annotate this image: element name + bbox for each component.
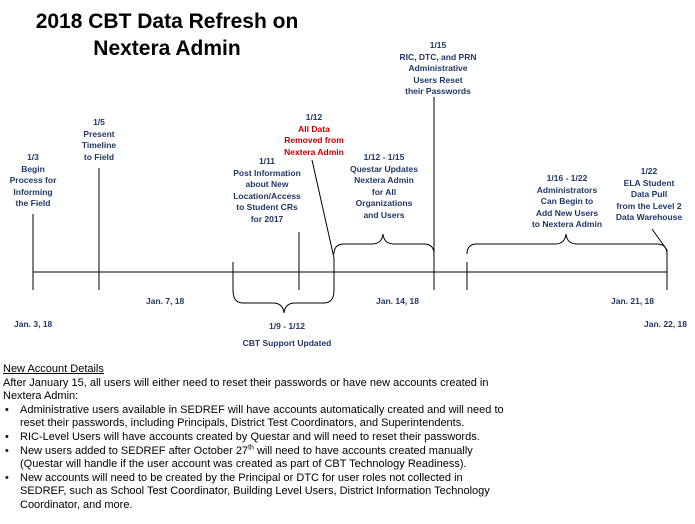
- brace-1-9-1-12: [233, 290, 334, 313]
- connector-1-22: [652, 229, 667, 290]
- new-account-details: [3, 363, 693, 513]
- event-1-15: 1/15 RIC, DTC, and PRN Administrative Users Reset their Passwords: [399, 40, 477, 96]
- event-1-12-1-15: 1/12 - 1/15 Questar Updates Nextera Admin for All Organizations and Users: [349, 152, 419, 220]
- event-1-16-1-22: 1/16 - 1/22 Administrators Can Begin to Add New Users to Nextera Admin: [531, 173, 603, 229]
- details-bullet-3: • New users added to SEDREF after October 27th will need to have accounts created manually (Questar will handle if the user account was created as part of CBT Technology Readiness).: [18, 445, 490, 472]
- details-list: [3, 404, 693, 513]
- tick-jan-3: Jan. 3, 18: [14, 319, 53, 329]
- tick-jan-14: Jan. 14, 18: [376, 296, 420, 306]
- tick-jan-22: Jan. 22, 18: [644, 319, 688, 329]
- event-1-11: 1/11 Post Information about New Location/Access to Student CRs for 2017: [233, 156, 301, 224]
- title-line-2: Nextera Admin: [93, 37, 241, 60]
- connector-1-12: [312, 160, 334, 290]
- details-bullet-4: • New accounts will need to be created by the Principal or DTC for user roles not collected in SEDREF, such as School Test Coordinator, Building Level Users, District Information Technology Coordinator, and more.: [18, 472, 500, 513]
- title-line-1: 2018 CBT Data Refresh on: [35, 10, 299, 33]
- details-intro: After January 15, all users will either need to reset their passwords or have new accounts created in Nextera Admin:: [3, 376, 489, 403]
- tick-jan-7: Jan. 7, 18: [146, 296, 185, 306]
- event-1-22: 1/22 ELA Student Data Pull from the Level 2 Data Warehouse: [615, 166, 683, 222]
- event-1-12: 1/12 All Data Removed from Nextera Admin: [284, 112, 344, 157]
- details-bullet-2: • RIC-Level Users will have accounts created by Questar and will need to reset their passwords.: [18, 431, 693, 445]
- event-1-5: 1/5 Present Timeline to Field: [81, 117, 117, 162]
- details-bullet-1: • Administrative users available in SEDREF will have accounts automatically created and will need to reset their passwords, including Principals, District Test Coordinators, and Superintendents.: [18, 404, 510, 431]
- brace-1-16-1-22: [467, 234, 667, 254]
- details-heading: New Account Details: [3, 363, 104, 375]
- brace-1-12-1-15: [334, 234, 434, 254]
- event-1-3: 1/3 Begin Process for Informing the Field: [9, 152, 57, 208]
- tick-jan-21: Jan. 21, 18: [611, 296, 655, 306]
- event-1-9-1-12: 1/9 - 1/12 CBT Support Updated: [242, 321, 332, 348]
